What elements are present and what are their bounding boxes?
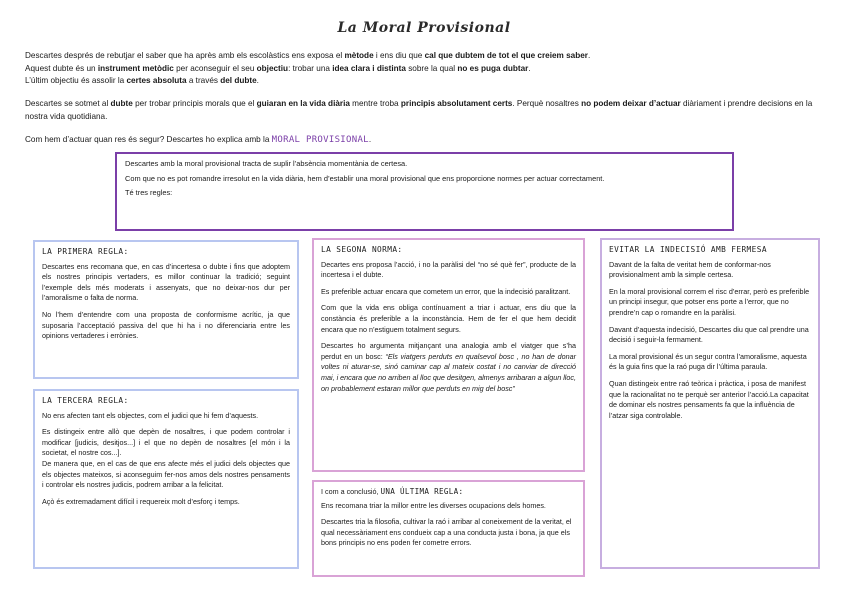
traveler-quote: “Els viatgers perduts en qualsevol bosc , no han de donar voltes ni aturar-se, sinó caminar cap al mateix costat i no canviar de direcció mai, i encara que no arriben al lloc que desitgen, almenys arribaran a algun lloc, on probablement estaran millor que perduts en mig del bosc” bbox=[321, 351, 576, 393]
avoid-indecision-box bbox=[600, 238, 820, 569]
conclusion-box bbox=[312, 480, 585, 577]
third-rule-text-3: Açò és extremadament difícil i requereix molt d’esforç i temps. bbox=[42, 496, 240, 506]
summary-text-1: Descartes amb la moral provisional tracta de suplir l’absència momentània de certesa. bbox=[125, 159, 408, 168]
moral-provisional-summary-box bbox=[115, 152, 734, 231]
second-rule-text-2: Es preferible actuar encara que cometem un error, que la indecisió paralitzant. bbox=[321, 286, 571, 296]
summary-text-2: Com que no es pot romandre irresolut en la vida diària, hem d’establir una moral provisional que ens proporcione normes per actuar correctament. bbox=[125, 173, 605, 183]
third-rule-heading: LA TERCERA REGLA: bbox=[42, 396, 129, 405]
second-rule-text-4: Descartes ho argumenta mitjançant una analogia amb el viatger que s’ha perdut en un bosc: “Els viatgers perduts en qualsevol bosc , no han de donar voltes ni aturar-se, sinó caminar cap al mateix costat i no canviar de direcció mai, i encara que no arriben al lloc que desitgen, almenys arribaran a algun lloc, on probablement estaran millor que perduts en mig del bosc” bbox=[321, 341, 576, 393]
third-rule-text-1: No ens afecten tant els objectes, com el judici que hi fem d’aquests. bbox=[42, 410, 259, 420]
avoid-text-5: Quan distingeix entre raó teòrica i pràctica, i posa de manifest que la racionalitat no te perquè ser anterior l’acció.La capacitat de dominar els nostres pensaments fa que la influència de l’atzar siga controlable. bbox=[609, 378, 809, 420]
page-title: La Moral Provisional bbox=[337, 20, 511, 36]
second-rule-text-3: Com que la vida ens obliga contínuament a triar i actuar, ens diu que la constància és preferible a la inconstància. Hem de fer el que hem decidit encara que no n’estiguem totalment segurs. bbox=[321, 303, 576, 334]
conclusion-text-2: Descartes tria la filosofia, cultivar la raó i arribar al coneixement de la veritat, el qual necessàriament ens condueix cap a una conducta justa i bona, ja que els bons principis no ens poden fer cometre errors. bbox=[321, 517, 572, 548]
conclusion-text-1: Ens recomana triar la millor entre les diverses ocupacions dels homes. bbox=[321, 500, 546, 510]
first-rule-text-1: Descartes ens recomana que, en cas d’incertesa o dubte i fins que adoptem els nostres principis vertaders, es millor continuar la tradició; seguint l’exemple dels més moderats i assenyats, que no deixar-nos dur per l’amoralisme o falta de norma. bbox=[42, 261, 290, 303]
second-rule-heading: LA SEGONA NORMA: bbox=[321, 245, 403, 254]
intro-paragraph-1: Descartes després de rebutjar el saber que ha après amb els escolàstics ens exposa el mètode i ens diu que cal que dubtem de tot el que creiem saber. Aquest dubte és un instrument metòdic per aconseguir el seu objectiu: trobar una idea clara i distinta sobre la qual no es puga dubtar. L’últim objectiu és assolir la certes absoluta a través del dubte. bbox=[25, 51, 591, 85]
moral-provisional-highlight: MORAL PROVISIONAL bbox=[271, 135, 369, 145]
conclusion-heading: I com a conclusió, UNA ÚLTIMA REGLA: bbox=[321, 487, 464, 496]
avoid-text-3: Davant d’aquesta indecisió, Descartes diu que cal prendre una decisió i seguir-la fermament. bbox=[609, 324, 809, 345]
summary-text-3: Té tres regles: bbox=[125, 188, 173, 198]
intro-paragraph-2: Descartes se sotmet al dubte per trobar principis morals que el guiaran en la vida diària mentre troba principis absolutament certs. Perquè nosaltres no podem deixar d’actuar diàriament i prendre decisions en la nostra vida quotidiana. bbox=[25, 99, 813, 121]
second-rule-box bbox=[312, 238, 585, 472]
third-rule-text-2b: De manera que, en el cas de que ens afecte més el judici dels objectes que els objectes mateixos, si aconseguim fer-nos amos dels nostres pensaments i controlar els nostres judicis, podrem arribar a la felicitat. bbox=[42, 458, 290, 490]
first-rule-text-2: No l’hem d’entendre com una proposta de conformisme acrític, ja que suposaria l’acceptació passiva del que hi ha i no diferenciaria entre les opinions vertaderes i errònies. bbox=[42, 309, 290, 341]
avoid-text-1: Davant de la falta de veritat hem de conformar-nos provisionalment amb la simple certesa. bbox=[609, 259, 771, 280]
third-rule-text-2: Es distingeix entre allò que depèn de nosaltres, i que podem controlar i modificar [judicis, desitjos...] i el que no depèn de nosaltres [el món i la societat, el nostre cos...]. bbox=[42, 427, 290, 458]
first-rule-box bbox=[33, 240, 299, 379]
avoid-text-2: En la moral provisional correm el risc d’errar, però es preferible un principi insegur, que potser ens porte a l’error, que no prendre’n cap o romandre en la paràlisi. bbox=[609, 286, 810, 317]
avoid-indecision-heading: EVITAR LA INDECISIÓ AMB FERMESA bbox=[609, 245, 767, 254]
first-rule-heading: LA PRIMERA REGLA: bbox=[42, 247, 129, 256]
intro-paragraph-3: Com hem d’actuar quan res és segur? Descartes ho explica amb la MORAL PROVISIONAL. bbox=[25, 135, 372, 145]
third-rule-box bbox=[33, 389, 299, 569]
avoid-text-4: La moral provisional és un segur contra l’amoralisme, aquesta és la guia fins que la raó puga dir l’última paraula. bbox=[609, 351, 807, 372]
second-rule-text-1: Decartes ens proposa l’acció, i no la paràlisi del “no sé què fer”, producte de la incertesa i el dubte. bbox=[321, 259, 576, 280]
